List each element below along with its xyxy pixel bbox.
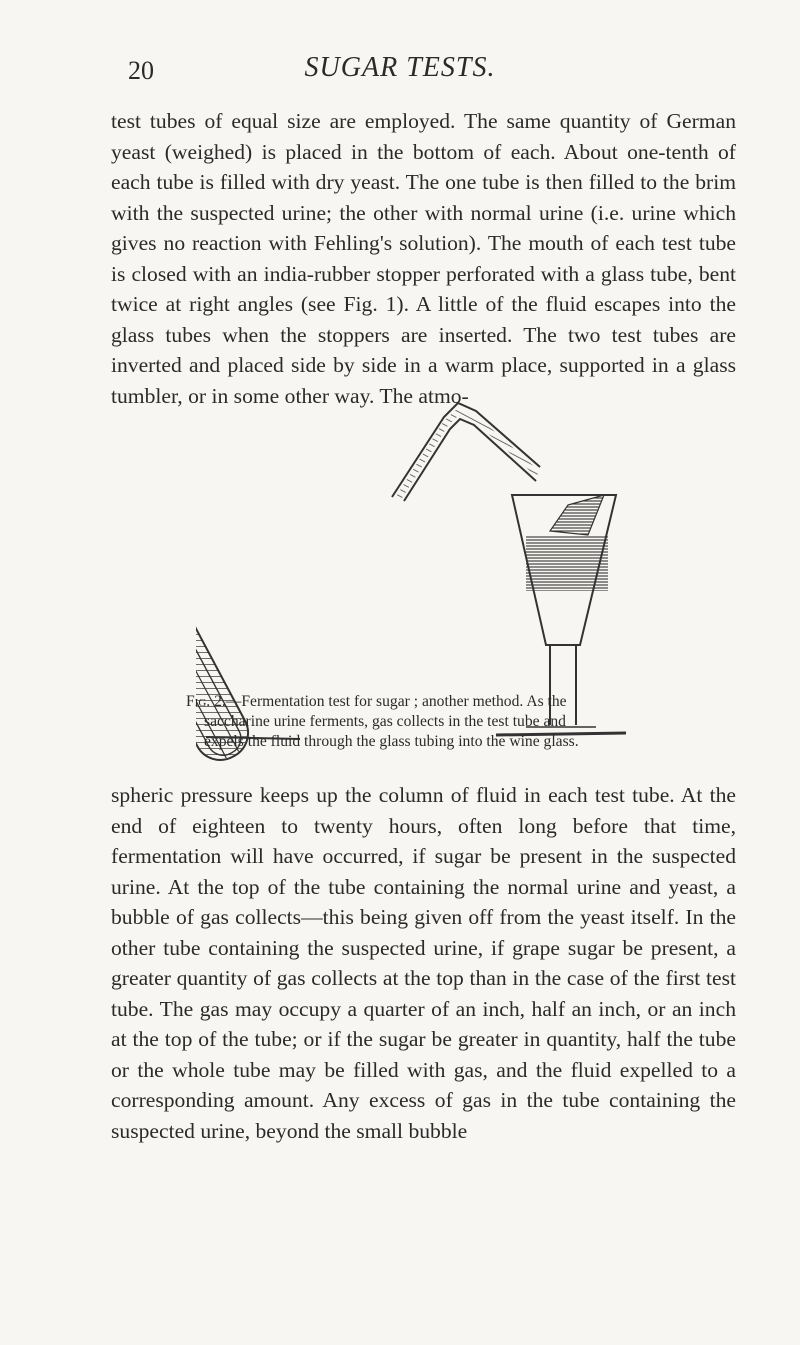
caption-line-3: expels the fluid through the glass tubing into the wine glass.: [204, 733, 579, 750]
paragraph-1: test tubes of equal size are employed. The same quantity of German yeast (weighed) is placed in the bottom of each. About one-tenth of each tube is filled with dry yeast. The one tube is then filled to the brim with the suspected urine; the other with normal urine (i.e. urine which gives no reaction with Fehling's solution). The mouth of each test tube is closed with an india-rubber stopper perforated with a glass tube, bent twice at right angles (see Fig. 1). A little of the fluid escapes into the glass tubes when the stoppers are inserted. The two test tubes are inverted and placed side by side in a warm place, supported in a glass tumbler, or in some other way. The atmo-: [111, 109, 736, 408]
figure-label: Fig. 2.: [186, 693, 226, 710]
running-head: SUGAR TESTS.: [304, 52, 496, 83]
bent-glass-tube: [392, 403, 540, 501]
figure-caption: [186, 692, 688, 752]
page-header: [0, 52, 800, 86]
page-number: 20: [128, 56, 154, 85]
caption-line-1: Fig. 2.—Fermentation test for sugar ; another method. As the: [186, 693, 567, 710]
paragraph-2: spheric pressure keeps up the column of fluid in each test tube. At the end of eighteen to twenty hours, often long before that time, fermentation will have occurred, if sugar be present in the suspected urine. At the top of the tube containing the normal urine and yeast, a bubble of gas collects—this being given off from the yeast itself. In the other tube containing the suspected urine, if grape sugar be present, a greater quantity of gas collects at the top than in the case of the first test tube. The gas may occupy a quarter of an inch, half an inch, or an inch at the top of the tube; or if the sugar be greater in quantity, half the tube or the whole tube may be filled with gas, and the fluid expelled to a corresponding amount. Any excess of gas in the tube containing the suspected urine, beyond the small bubble: [111, 783, 736, 1143]
caption-line-2: saccharine urine ferments, gas collects in the test tube and: [204, 713, 566, 730]
